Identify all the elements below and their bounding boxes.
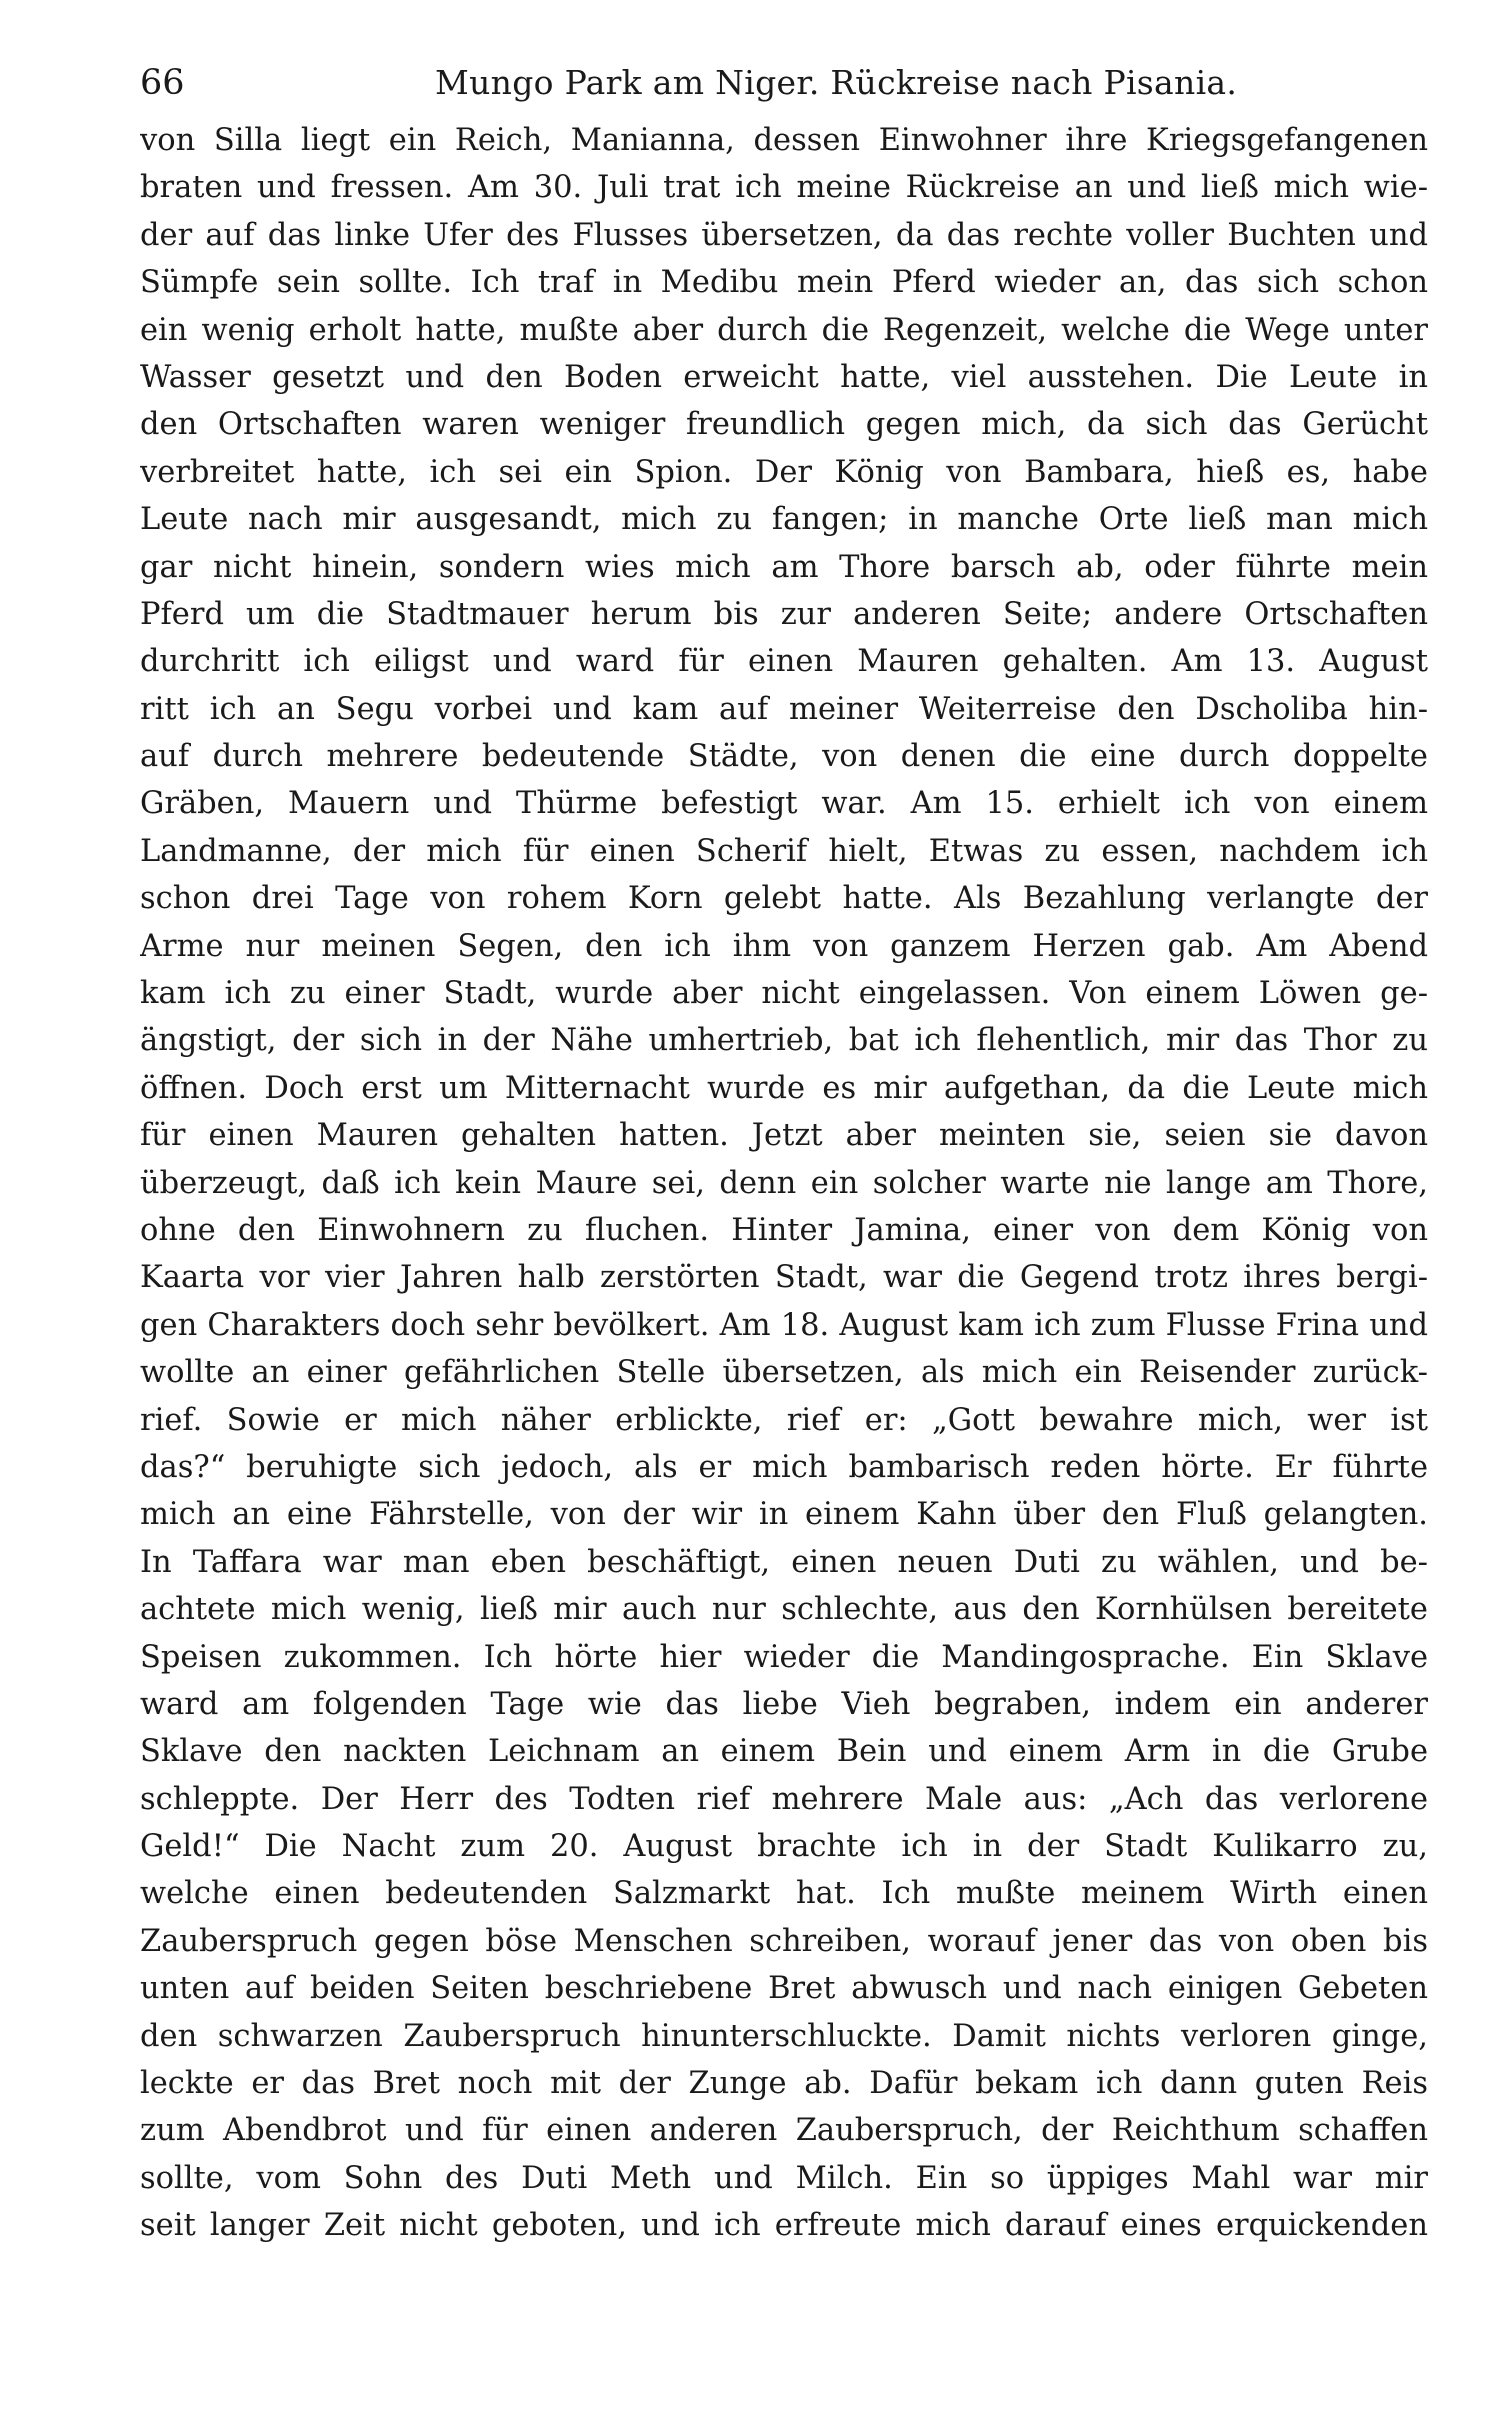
text-line: seit langer Zeit nicht geboten, und ich erfreute mich darauf eines erquickenden bbox=[140, 2208, 1428, 2244]
text-line: den schwarzen Zauberspruch hinunterschluckte. Damit nichts verloren ginge, bbox=[140, 2018, 1428, 2054]
text-line: zum Abendbrot und für einen anderen Zauberspruch, der Reichthum schaffen bbox=[140, 2113, 1428, 2149]
text-line: den Ortschaften waren weniger freundlich gegen mich, da sich das Gerücht bbox=[140, 407, 1428, 443]
text-line: achtete mich wenig, ließ mir auch nur schlechte, aus den Kornhülsen bereitete bbox=[140, 1592, 1428, 1628]
text-line: öffnen. Doch erst um Mitternacht wurde es mir aufgethan, da die Leute mich bbox=[140, 1070, 1428, 1106]
text-line: Speisen zukommen. Ich hörte hier wieder die Mandingosprache. Ein Sklave bbox=[140, 1639, 1428, 1675]
text-line: von Silla liegt ein Reich, Manianna, dessen Einwohner ihre Kriegsgefangenen bbox=[140, 123, 1428, 158]
text-line: der auf das linke Ufer des Flusses übersetzen, da das rechte voller Buchten und bbox=[140, 217, 1428, 253]
running-title: Mungo Park am Niger. Rückreise nach Pisania. bbox=[435, 63, 1238, 102]
page-header bbox=[140, 58, 1440, 108]
text-line: Sklave den nackten Leichnam an einem Bein und einem Arm in die Grube bbox=[140, 1734, 1428, 1770]
text-line: In Taffara war man eben beschäftigt, einen neuen Duti zu wählen, und be- bbox=[140, 1544, 1428, 1580]
text-line: das?“ beruhigte sich jedoch, als er mich bambarisch reden hörte. Er führte bbox=[140, 1449, 1428, 1485]
text-line: Leute nach mir ausgesandt, mich zu fangen; in manche Orte ließ man mich bbox=[140, 502, 1428, 538]
text-line: leckte er das Bret noch mit der Zunge ab. Dafür bekam ich dann guten Reis bbox=[140, 2066, 1428, 2102]
text-line: Kaarta vor vier Jahren halb zerstörten Stadt, war die Gegend trotz ihres bergi- bbox=[140, 1260, 1428, 1296]
text-line: gen Charakters doch sehr bevölkert. Am 18. August kam ich zum Flusse Frina und bbox=[140, 1307, 1428, 1343]
text-line: verbreitet hatte, ich sei ein Spion. Der König von Bambara, hieß es, habe bbox=[140, 454, 1428, 490]
text-line: welche einen bedeutenden Salzmarkt hat. Ich mußte meinem Wirth einen bbox=[140, 1876, 1428, 1912]
text-line: sollte, vom Sohn des Duti Meth und Milch. Ein so üppiges Mahl war mir bbox=[140, 2160, 1428, 2196]
text-line: ohne den Einwohnern zu fluchen. Hinter Jamina, einer von dem König von bbox=[140, 1212, 1428, 1248]
text-line: Wasser gesetzt und den Boden erweicht hatte, viel ausstehen. Die Leute in bbox=[140, 359, 1428, 395]
text-line: auf durch mehrere bedeutende Städte, von denen die eine durch doppelte bbox=[140, 739, 1428, 775]
text-line: ward am folgenden Tage wie das liebe Vieh begraben, indem ein anderer bbox=[140, 1686, 1428, 1722]
page-number: 66 bbox=[140, 63, 185, 103]
text-line: braten und fressen. Am 30. Juli trat ich meine Rückreise an und ließ mich wie- bbox=[140, 170, 1428, 206]
text-line: für einen Mauren gehalten hatten. Jetzt aber meinten sie, seien sie davon bbox=[140, 1118, 1428, 1154]
text-line: schleppte. Der Herr des Todten rief mehrere Male aus: „Ach das verlorene bbox=[140, 1781, 1428, 1817]
text-line: schon drei Tage von rohem Korn gelebt hatte. Als Bezahlung verlangte der bbox=[140, 881, 1428, 917]
text-line: Arme nur meinen Segen, den ich ihm von ganzem Herzen gab. Am Abend bbox=[140, 928, 1428, 964]
text-line: Sümpfe sein sollte. Ich traf in Medibu mein Pferd wieder an, das sich schon bbox=[140, 265, 1428, 301]
text-line: ängstigt, der sich in der Nähe umhertrieb, bat ich flehentlich, mir das Thor zu bbox=[140, 1023, 1428, 1059]
text-line: Geld!“ Die Nacht zum 20. August brachte ich in der Stadt Kulikarro zu, bbox=[140, 1829, 1428, 1865]
text-line: gar nicht hinein, sondern wies mich am Thore barsch ab, oder führte mein bbox=[140, 549, 1428, 585]
text-line: ritt ich an Segu vorbei und kam auf meiner Weiterreise den Dscholiba hin- bbox=[140, 691, 1428, 727]
text-line: Pferd um die Stadtmauer herum bis zur anderen Seite; andere Ortschaften bbox=[140, 596, 1428, 632]
text-line: kam ich zu einer Stadt, wurde aber nicht eingelassen. Von einem Löwen ge- bbox=[140, 976, 1428, 1012]
text-line: Landmanne, der mich für einen Scherif hielt, Etwas zu essen, nachdem ich bbox=[140, 833, 1428, 869]
text-line: ein wenig erholt hatte, mußte aber durch die Regenzeit, welche die Wege unter bbox=[140, 312, 1428, 348]
text-line: wollte an einer gefährlichen Stelle übersetzen, als mich ein Reisender zurück- bbox=[140, 1355, 1428, 1391]
text-line: durchritt ich eiligst und ward für einen Mauren gehalten. Am 13. August bbox=[140, 644, 1428, 680]
body-text bbox=[140, 117, 1428, 2250]
text-line: rief. Sowie er mich näher erblickte, rief er: „Gott bewahre mich, wer ist bbox=[140, 1402, 1428, 1438]
text-line: Gräben, Mauern und Thürme befestigt war. Am 15. erhielt ich von einem bbox=[140, 786, 1428, 822]
text-line: unten auf beiden Seiten beschriebene Bret abwusch und nach einigen Gebeten bbox=[140, 1971, 1428, 2007]
text-line: überzeugt, daß ich kein Maure sei, denn ein solcher warte nie lange am Thore, bbox=[140, 1165, 1428, 1201]
text-line: Zauberspruch gegen böse Menschen schreiben, worauf jener das von oben bis bbox=[140, 1923, 1428, 1959]
text-line: mich an eine Fährstelle, von der wir in einem Kahn über den Fluß gelangten. bbox=[140, 1497, 1428, 1533]
